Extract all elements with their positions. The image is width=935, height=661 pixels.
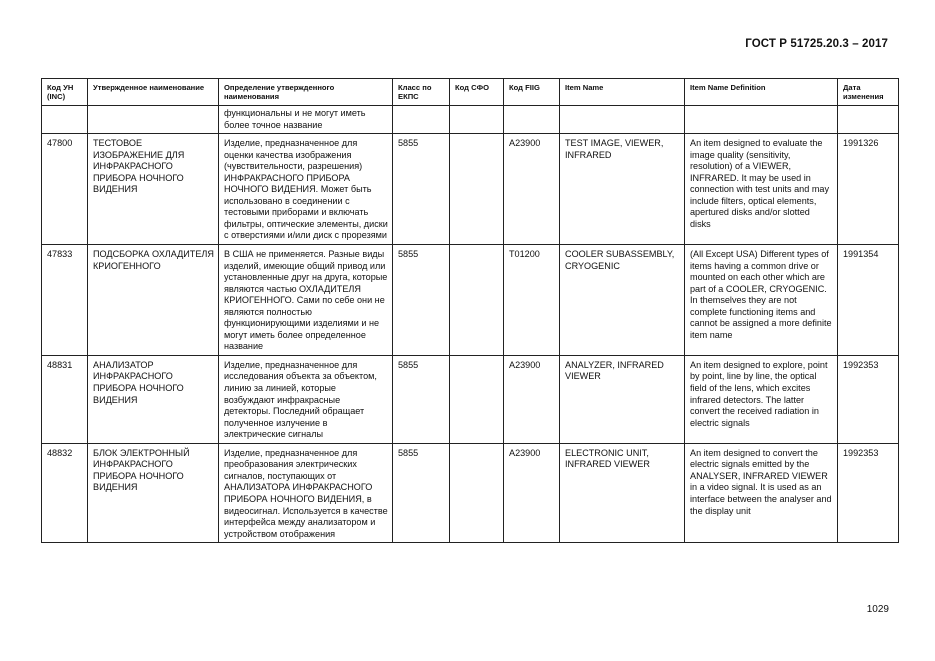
cell-name: БЛОК ЭЛЕКТРОННЫЙ ИНФРАКРАСНОГО ПРИБОРА НОЧНОГО ВИДЕНИЯ: [88, 443, 219, 542]
cell-definition: функциональны и не могут иметь более точное название: [219, 106, 393, 134]
col-header-item-definition: Item Name Definition: [685, 79, 838, 106]
col-header-inc: Код УН (INC): [42, 79, 88, 106]
col-header-definition: Определение утвержденного наименования: [219, 79, 393, 106]
cell-fiig: A23900: [504, 355, 560, 443]
document-standard-header: ГОСТ Р 51725.20.3 – 2017: [745, 38, 888, 50]
cell-fiig: T01200: [504, 245, 560, 356]
cell-item-name: COOLER SUBASSEMBLY, CRYOGENIC: [560, 245, 685, 356]
cell-sfo: [450, 134, 504, 245]
col-header-class: Класс по ЕКПС: [393, 79, 450, 106]
col-header-sfo: Код СФО: [450, 79, 504, 106]
col-header-fiig: Код FIIG: [504, 79, 560, 106]
items-table: [41, 78, 899, 543]
cell-item-definition: (All Except USA) Different types of items having a common drive or mounted on each other which are part of a COOLER, CRYOGENIC. In themselves they are not complete functioning items and cannot be assigned a more definite item name: [685, 245, 838, 356]
cell-date: 1992353: [838, 443, 899, 542]
cell-sfo: [450, 355, 504, 443]
cell-fiig: A23900: [504, 134, 560, 245]
cell-name: ТЕСТОВОЕ ИЗОБРАЖЕНИЕ ДЛЯ ИНФРАКРАСНОГО ПРИБОРА НОЧНОГО ВИДЕНИЯ: [88, 134, 219, 245]
cell-definition: Изделие, предназначенное для оценки качества изображения (чувствительности, разрешения) ИНФРАКРАСНОГО ПРИБОРА НОЧНОГО ВИДЕНИЯ. Может быть использовано в соединении с тестовыми приборами и включать фильтры, оптические элементы, диски с отверстиями и/или диск с прорезями: [219, 134, 393, 245]
cell-item-definition: An item designed to explore, point by point, line by line, the optical field of the lens, which excites infrared detectors. The latter convert the received radiation in electric signals: [685, 355, 838, 443]
cell-item-definition: [685, 106, 838, 134]
cell-item-name: [560, 106, 685, 134]
cell-definition: Изделие, предназначенное для исследования объекта за объектом, линию за линией, которые возбуждают инфракрасные детекторы. Последний обращает полученное излучение в электрические сигналы: [219, 355, 393, 443]
col-header-name: Утвержденное наименование: [88, 79, 219, 106]
cell-class: 5855: [393, 443, 450, 542]
table-header-row: [42, 79, 899, 106]
cell-inc: 48831: [42, 355, 88, 443]
cell-date: 1992353: [838, 355, 899, 443]
cell-item-name: ELECTRONIC UNIT, INFRARED VIEWER: [560, 443, 685, 542]
cell-sfo: [450, 245, 504, 356]
table-row-continuation: [42, 106, 899, 134]
cell-inc: 47800: [42, 134, 88, 245]
cell-item-definition: An item designed to evaluate the image quality (sensitivity, resolution) of a VIEWER, INFRARED. It may be used in connection with test units and may include filters, optical elements, apertured disks and/or slotted disks: [685, 134, 838, 245]
table-row: [42, 443, 899, 542]
cell-class: 5855: [393, 245, 450, 356]
cell-inc: 48832: [42, 443, 88, 542]
cell-name: ПОДСБОРКА ОХЛАДИТЕЛЯ КРИОГЕННОГО: [88, 245, 219, 356]
cell-date: [838, 106, 899, 134]
cell-class: 5855: [393, 134, 450, 245]
table-row: [42, 355, 899, 443]
col-header-item-name: Item Name: [560, 79, 685, 106]
cell-fiig: A23900: [504, 443, 560, 542]
cell-inc: 47833: [42, 245, 88, 356]
cell-item-name: TEST IMAGE, VIEWER, INFRARED: [560, 134, 685, 245]
cell-sfo: [450, 443, 504, 542]
cell-date: 1991354: [838, 245, 899, 356]
cell-name: [88, 106, 219, 134]
table-row: [42, 134, 899, 245]
cell-class: [393, 106, 450, 134]
cell-name: АНАЛИЗАТОР ИНФРАКРАСНОГО ПРИБОРА НОЧНОГО ВИДЕНИЯ: [88, 355, 219, 443]
cell-class: 5855: [393, 355, 450, 443]
cell-definition: В США не применяется. Разные виды изделий, имеющие общий привод или установленные друг на друга, которые являются частью ОХЛАДИТЕЛЯ КРИОГЕННОГО. Сами по себе они не являются полностью функционирующими изделиями и не могут иметь более определенное название: [219, 245, 393, 356]
cell-sfo: [450, 106, 504, 134]
col-header-date: Дата изменения: [838, 79, 899, 106]
cell-date: 1991326: [838, 134, 899, 245]
table-row: [42, 245, 899, 356]
page-number: 1029: [866, 604, 889, 615]
cell-item-definition: An item designed to convert the electric signals emitted by the ANALYSER, INFRARED VIEWER in a video signal. It is used as an interface between the analyser and the display unit: [685, 443, 838, 542]
cell-fiig: [504, 106, 560, 134]
cell-inc: [42, 106, 88, 134]
cell-item-name: ANALYZER, INFRARED VIEWER: [560, 355, 685, 443]
cell-definition: Изделие, предназначенное для преобразования электрических сигналов, поступающих от АНАЛИЗАТОРА ИНФРАКРАСНОГО ПРИБОРА НОЧНОГО ВИДЕНИЯ, в видеосигнал. Используется в качестве интерфейса между анализатором и устройством отображения: [219, 443, 393, 542]
